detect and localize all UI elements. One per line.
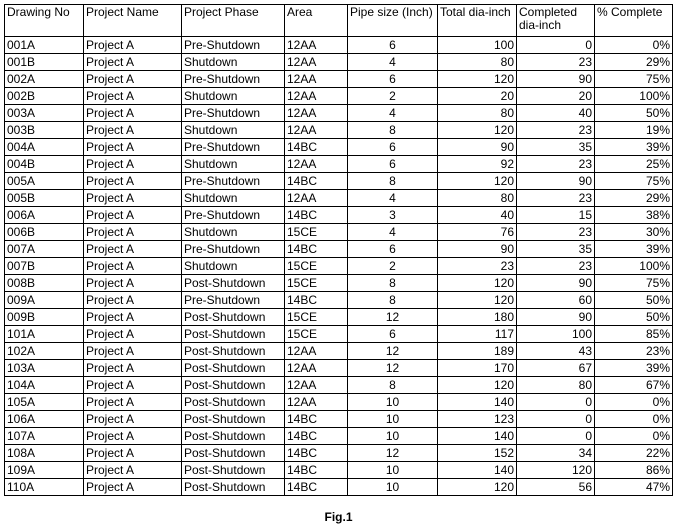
cell-area: 12AA	[285, 88, 348, 105]
cell-completed-dia-inch: 23	[517, 156, 595, 173]
cell-project-phase: Shutdown	[182, 54, 285, 71]
cell-percent-complete: 29%	[595, 54, 673, 71]
cell-drawing-no: 006A	[5, 207, 84, 224]
cell-project-name: Project A	[84, 224, 182, 241]
cell-project-name: Project A	[84, 207, 182, 224]
cell-pipe-size: 4	[348, 54, 438, 71]
cell-project-name: Project A	[84, 190, 182, 207]
cell-project-name: Project A	[84, 292, 182, 309]
cell-project-phase: Post-Shutdown	[182, 275, 285, 292]
cell-total-dia-inch: 120	[438, 173, 517, 190]
cell-total-dia-inch: 40	[438, 207, 517, 224]
cell-completed-dia-inch: 0	[517, 394, 595, 411]
cell-drawing-no: 009A	[5, 292, 84, 309]
cell-project-phase: Post-Shutdown	[182, 428, 285, 445]
table-row	[5, 377, 673, 394]
cell-area: 12AA	[285, 71, 348, 88]
cell-completed-dia-inch: 0	[517, 37, 595, 54]
header-percent-complete: % Complete	[595, 5, 673, 37]
cell-drawing-no: 106A	[5, 411, 84, 428]
cell-total-dia-inch: 140	[438, 462, 517, 479]
cell-completed-dia-inch: 90	[517, 173, 595, 190]
cell-pipe-size: 2	[348, 258, 438, 275]
cell-project-phase: Post-Shutdown	[182, 360, 285, 377]
cell-project-name: Project A	[84, 445, 182, 462]
cell-percent-complete: 0%	[595, 37, 673, 54]
cell-drawing-no: 006B	[5, 224, 84, 241]
table-row	[5, 122, 673, 139]
cell-area: 14BC	[285, 139, 348, 156]
cell-total-dia-inch: 120	[438, 71, 517, 88]
cell-percent-complete: 0%	[595, 394, 673, 411]
cell-area: 12AA	[285, 394, 348, 411]
cell-project-phase: Shutdown	[182, 88, 285, 105]
cell-project-name: Project A	[84, 241, 182, 258]
cell-pipe-size: 2	[348, 88, 438, 105]
cell-area: 12AA	[285, 156, 348, 173]
cell-completed-dia-inch: 20	[517, 88, 595, 105]
header-area: Area	[285, 5, 348, 37]
cell-completed-dia-inch: 40	[517, 105, 595, 122]
table-row	[5, 394, 673, 411]
cell-total-dia-inch: 120	[438, 275, 517, 292]
cell-project-phase: Shutdown	[182, 156, 285, 173]
cell-pipe-size: 12	[348, 445, 438, 462]
header-pipe-size: Pipe size (Inch)	[348, 5, 438, 37]
cell-project-name: Project A	[84, 258, 182, 275]
table-row	[5, 326, 673, 343]
cell-pipe-size: 3	[348, 207, 438, 224]
cell-total-dia-inch: 189	[438, 343, 517, 360]
cell-total-dia-inch: 117	[438, 326, 517, 343]
cell-project-phase: Post-Shutdown	[182, 479, 285, 496]
figure-caption: Fig.1	[324, 510, 353, 524]
cell-completed-dia-inch: 100	[517, 326, 595, 343]
table-row	[5, 156, 673, 173]
cell-project-name: Project A	[84, 309, 182, 326]
cell-area: 14BC	[285, 428, 348, 445]
cell-project-phase: Post-Shutdown	[182, 462, 285, 479]
cell-pipe-size: 4	[348, 190, 438, 207]
cell-drawing-no: 005B	[5, 190, 84, 207]
cell-project-phase: Post-Shutdown	[182, 343, 285, 360]
cell-area: 12AA	[285, 37, 348, 54]
cell-drawing-no: 004B	[5, 156, 84, 173]
cell-drawing-no: 105A	[5, 394, 84, 411]
table-row	[5, 224, 673, 241]
cell-completed-dia-inch: 23	[517, 224, 595, 241]
cell-percent-complete: 47%	[595, 479, 673, 496]
cell-drawing-no: 008B	[5, 275, 84, 292]
cell-pipe-size: 8	[348, 173, 438, 190]
cell-total-dia-inch: 170	[438, 360, 517, 377]
table-row	[5, 275, 673, 292]
cell-completed-dia-inch: 80	[517, 377, 595, 394]
cell-percent-complete: 67%	[595, 377, 673, 394]
cell-percent-complete: 86%	[595, 462, 673, 479]
cell-area: 15CE	[285, 326, 348, 343]
cell-pipe-size: 12	[348, 343, 438, 360]
table-row	[5, 54, 673, 71]
cell-drawing-no: 007B	[5, 258, 84, 275]
cell-completed-dia-inch: 0	[517, 428, 595, 445]
cell-project-name: Project A	[84, 37, 182, 54]
cell-completed-dia-inch: 23	[517, 190, 595, 207]
header-total-dia-inch: Total dia-inch	[438, 5, 517, 37]
cell-completed-dia-inch: 35	[517, 241, 595, 258]
table-body	[5, 37, 673, 496]
cell-total-dia-inch: 123	[438, 411, 517, 428]
cell-percent-complete: 0%	[595, 411, 673, 428]
cell-area: 14BC	[285, 445, 348, 462]
table-row	[5, 360, 673, 377]
cell-area: 14BC	[285, 241, 348, 258]
cell-completed-dia-inch: 34	[517, 445, 595, 462]
cell-percent-complete: 22%	[595, 445, 673, 462]
cell-project-phase: Post-Shutdown	[182, 445, 285, 462]
cell-pipe-size: 10	[348, 479, 438, 496]
cell-area: 14BC	[285, 173, 348, 190]
cell-area: 14BC	[285, 411, 348, 428]
table-row	[5, 309, 673, 326]
table-row	[5, 479, 673, 496]
data-table-container	[4, 4, 673, 496]
cell-pipe-size: 4	[348, 105, 438, 122]
pipe-progress-table	[4, 4, 673, 496]
cell-completed-dia-inch: 43	[517, 343, 595, 360]
cell-pipe-size: 12	[348, 360, 438, 377]
cell-area: 14BC	[285, 462, 348, 479]
cell-project-name: Project A	[84, 173, 182, 190]
cell-drawing-no: 110A	[5, 479, 84, 496]
cell-project-phase: Shutdown	[182, 122, 285, 139]
cell-completed-dia-inch: 23	[517, 258, 595, 275]
cell-drawing-no: 104A	[5, 377, 84, 394]
cell-drawing-no: 107A	[5, 428, 84, 445]
cell-pipe-size: 8	[348, 292, 438, 309]
header-project-name: Project Name	[84, 5, 182, 37]
cell-percent-complete: 25%	[595, 156, 673, 173]
cell-area: 12AA	[285, 54, 348, 71]
cell-project-name: Project A	[84, 394, 182, 411]
cell-pipe-size: 6	[348, 156, 438, 173]
cell-pipe-size: 8	[348, 377, 438, 394]
cell-project-phase: Post-Shutdown	[182, 309, 285, 326]
cell-completed-dia-inch: 23	[517, 54, 595, 71]
cell-project-name: Project A	[84, 105, 182, 122]
cell-completed-dia-inch: 56	[517, 479, 595, 496]
cell-total-dia-inch: 92	[438, 156, 517, 173]
table-row	[5, 428, 673, 445]
cell-total-dia-inch: 120	[438, 292, 517, 309]
table-row	[5, 207, 673, 224]
cell-drawing-no: 001A	[5, 37, 84, 54]
cell-project-phase: Pre-Shutdown	[182, 207, 285, 224]
cell-percent-complete: 39%	[595, 139, 673, 156]
cell-project-name: Project A	[84, 360, 182, 377]
cell-area: 12AA	[285, 190, 348, 207]
header-completed-dia-inch: Completed dia-inch	[517, 5, 595, 37]
cell-area: 14BC	[285, 479, 348, 496]
header-project-phase: Project Phase	[182, 5, 285, 37]
cell-drawing-no: 003B	[5, 122, 84, 139]
cell-drawing-no: 103A	[5, 360, 84, 377]
cell-project-name: Project A	[84, 156, 182, 173]
cell-project-phase: Post-Shutdown	[182, 411, 285, 428]
cell-completed-dia-inch: 35	[517, 139, 595, 156]
cell-percent-complete: 75%	[595, 71, 673, 88]
cell-area: 15CE	[285, 275, 348, 292]
cell-project-name: Project A	[84, 122, 182, 139]
table-row	[5, 292, 673, 309]
cell-area: 12AA	[285, 343, 348, 360]
table-row	[5, 139, 673, 156]
cell-total-dia-inch: 120	[438, 377, 517, 394]
cell-total-dia-inch: 140	[438, 428, 517, 445]
table-row	[5, 173, 673, 190]
cell-drawing-no: 003A	[5, 105, 84, 122]
cell-drawing-no: 002A	[5, 71, 84, 88]
cell-project-name: Project A	[84, 139, 182, 156]
cell-drawing-no: 004A	[5, 139, 84, 156]
cell-completed-dia-inch: 15	[517, 207, 595, 224]
cell-drawing-no: 102A	[5, 343, 84, 360]
cell-project-name: Project A	[84, 71, 182, 88]
cell-percent-complete: 100%	[595, 258, 673, 275]
cell-area: 12AA	[285, 377, 348, 394]
table-row	[5, 462, 673, 479]
cell-total-dia-inch: 152	[438, 445, 517, 462]
cell-drawing-no: 109A	[5, 462, 84, 479]
table-row	[5, 37, 673, 54]
cell-area: 12AA	[285, 122, 348, 139]
cell-completed-dia-inch: 90	[517, 71, 595, 88]
cell-area: 15CE	[285, 258, 348, 275]
cell-project-name: Project A	[84, 326, 182, 343]
cell-percent-complete: 39%	[595, 241, 673, 258]
cell-total-dia-inch: 90	[438, 139, 517, 156]
cell-completed-dia-inch: 120	[517, 462, 595, 479]
cell-drawing-no: 009B	[5, 309, 84, 326]
cell-total-dia-inch: 80	[438, 105, 517, 122]
table-header-row	[5, 5, 673, 37]
cell-project-name: Project A	[84, 377, 182, 394]
cell-pipe-size: 10	[348, 394, 438, 411]
cell-project-phase: Pre-Shutdown	[182, 292, 285, 309]
cell-area: 14BC	[285, 292, 348, 309]
cell-total-dia-inch: 20	[438, 88, 517, 105]
cell-drawing-no: 101A	[5, 326, 84, 343]
cell-project-name: Project A	[84, 479, 182, 496]
cell-percent-complete: 100%	[595, 88, 673, 105]
cell-pipe-size: 10	[348, 411, 438, 428]
cell-pipe-size: 6	[348, 326, 438, 343]
table-row	[5, 105, 673, 122]
cell-project-name: Project A	[84, 275, 182, 292]
cell-percent-complete: 75%	[595, 173, 673, 190]
cell-pipe-size: 10	[348, 462, 438, 479]
cell-completed-dia-inch: 60	[517, 292, 595, 309]
cell-project-phase: Pre-Shutdown	[182, 71, 285, 88]
cell-pipe-size: 8	[348, 275, 438, 292]
cell-completed-dia-inch: 90	[517, 275, 595, 292]
header-drawing-no: Drawing No	[5, 5, 84, 37]
cell-pipe-size: 10	[348, 428, 438, 445]
cell-area: 15CE	[285, 224, 348, 241]
cell-project-name: Project A	[84, 462, 182, 479]
cell-pipe-size: 6	[348, 139, 438, 156]
cell-drawing-no: 002B	[5, 88, 84, 105]
cell-percent-complete: 50%	[595, 105, 673, 122]
cell-percent-complete: 38%	[595, 207, 673, 224]
cell-pipe-size: 12	[348, 309, 438, 326]
cell-area: 14BC	[285, 207, 348, 224]
cell-project-phase: Pre-Shutdown	[182, 241, 285, 258]
cell-project-name: Project A	[84, 343, 182, 360]
table-row	[5, 88, 673, 105]
cell-total-dia-inch: 23	[438, 258, 517, 275]
cell-total-dia-inch: 120	[438, 479, 517, 496]
cell-project-phase: Pre-Shutdown	[182, 173, 285, 190]
cell-percent-complete: 39%	[595, 360, 673, 377]
cell-project-phase: Shutdown	[182, 190, 285, 207]
table-row	[5, 445, 673, 462]
cell-percent-complete: 50%	[595, 292, 673, 309]
cell-drawing-no: 108A	[5, 445, 84, 462]
cell-pipe-size: 4	[348, 224, 438, 241]
cell-percent-complete: 29%	[595, 190, 673, 207]
table-row	[5, 343, 673, 360]
table-row	[5, 411, 673, 428]
cell-pipe-size: 6	[348, 241, 438, 258]
cell-project-phase: Post-Shutdown	[182, 326, 285, 343]
cell-area: 12AA	[285, 360, 348, 377]
cell-pipe-size: 8	[348, 122, 438, 139]
cell-total-dia-inch: 90	[438, 241, 517, 258]
cell-project-phase: Post-Shutdown	[182, 394, 285, 411]
cell-total-dia-inch: 140	[438, 394, 517, 411]
cell-project-name: Project A	[84, 54, 182, 71]
cell-completed-dia-inch: 0	[517, 411, 595, 428]
cell-project-name: Project A	[84, 88, 182, 105]
cell-percent-complete: 30%	[595, 224, 673, 241]
table-row	[5, 71, 673, 88]
cell-project-phase: Pre-Shutdown	[182, 105, 285, 122]
cell-total-dia-inch: 80	[438, 54, 517, 71]
cell-project-phase: Shutdown	[182, 224, 285, 241]
cell-percent-complete: 0%	[595, 428, 673, 445]
cell-project-name: Project A	[84, 428, 182, 445]
table-row	[5, 190, 673, 207]
cell-total-dia-inch: 120	[438, 122, 517, 139]
cell-project-name: Project A	[84, 411, 182, 428]
cell-percent-complete: 50%	[595, 309, 673, 326]
cell-drawing-no: 001B	[5, 54, 84, 71]
cell-project-phase: Post-Shutdown	[182, 377, 285, 394]
cell-completed-dia-inch: 67	[517, 360, 595, 377]
table-row	[5, 258, 673, 275]
cell-project-phase: Shutdown	[182, 258, 285, 275]
cell-total-dia-inch: 76	[438, 224, 517, 241]
cell-area: 15CE	[285, 309, 348, 326]
cell-percent-complete: 85%	[595, 326, 673, 343]
cell-percent-complete: 19%	[595, 122, 673, 139]
cell-pipe-size: 6	[348, 37, 438, 54]
table-row	[5, 241, 673, 258]
cell-area: 12AA	[285, 105, 348, 122]
cell-pipe-size: 6	[348, 71, 438, 88]
cell-total-dia-inch: 180	[438, 309, 517, 326]
cell-percent-complete: 23%	[595, 343, 673, 360]
cell-project-phase: Pre-Shutdown	[182, 139, 285, 156]
cell-percent-complete: 75%	[595, 275, 673, 292]
cell-total-dia-inch: 100	[438, 37, 517, 54]
cell-completed-dia-inch: 23	[517, 122, 595, 139]
cell-completed-dia-inch: 90	[517, 309, 595, 326]
cell-total-dia-inch: 80	[438, 190, 517, 207]
cell-drawing-no: 007A	[5, 241, 84, 258]
cell-drawing-no: 005A	[5, 173, 84, 190]
cell-project-phase: Pre-Shutdown	[182, 37, 285, 54]
